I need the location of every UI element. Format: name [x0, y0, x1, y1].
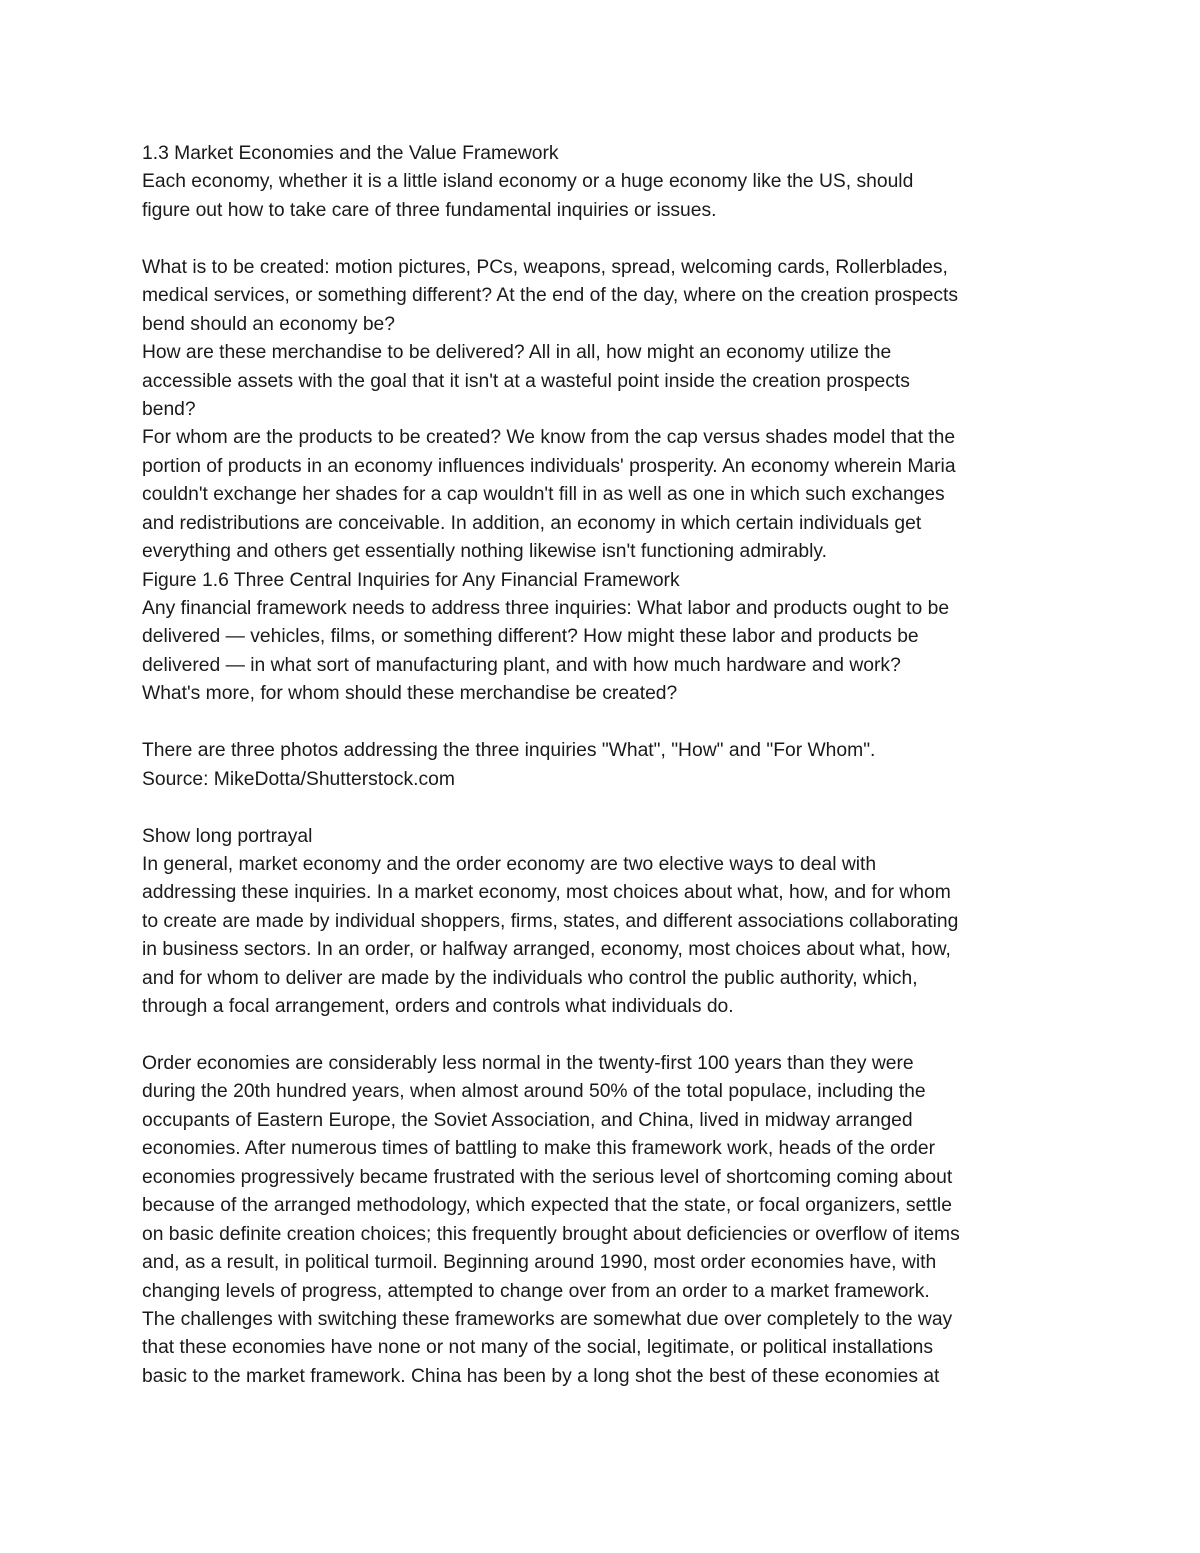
text-line: Order economies are considerably less normal in the twenty-first 100 years than they were: [142, 1053, 914, 1074]
text-line: In general, market economy and the order economy are two elective ways to deal with: [142, 853, 877, 875]
text-line: bend?: [142, 398, 196, 420]
text-line: Show long portrayal: [142, 825, 313, 847]
figure-caption: Figure 1.6 Three Central Inquiries for Any Financial Framework: [142, 569, 680, 591]
text-line: There are three photos addressing the three inquiries "What", "How" and "For Whom".: [142, 740, 876, 762]
text-line: and, as a result, in political turmoil. Beginning around 1990, most order economies have, with: [142, 1252, 937, 1274]
text-line: Each economy, whether it is a little island economy or a huge economy like the US, should: [142, 171, 914, 193]
blank-line: [142, 225, 1072, 253]
text-line: because of the arranged methodology, which expected that the state, or focal organizers, settle: [142, 1195, 952, 1217]
text-line: accessible assets with the goal that it isn't at a wasteful point inside the creation prospects: [142, 370, 910, 392]
text-line: that these economies have none or not many of the social, legitimate, or political installations: [142, 1337, 933, 1359]
text-line: medical services, or something different? At the end of the day, where on the creation prospects: [142, 285, 958, 307]
section-heading: 1.3 Market Economies and the Value Framework: [142, 143, 559, 164]
text-line: on basic definite creation choices; this frequently brought about deficiencies or overflow of items: [142, 1223, 960, 1245]
text-line: Any financial framework needs to address three inquiries: What labor and products ought to be: [142, 598, 950, 619]
text-line: basic to the market framework. China has been by a long shot the best of these economies at: [142, 1365, 940, 1387]
text-line: addressing these inquiries. In a market economy, most choices about what, how, and for whom: [142, 882, 951, 904]
document-page: [142, 140, 1072, 1391]
text-line: everything and others get essentially nothing likewise isn't functioning admirably.: [142, 541, 827, 563]
text-line: delivered — in what sort of manufacturing plant, and with how much hardware and work?: [142, 654, 901, 676]
text-line: The challenges with switching these frameworks are somewhat due over completely to the way: [142, 1308, 953, 1330]
text-line: portion of products in an economy influences individuals' prosperity. An economy wherein Maria: [142, 455, 956, 477]
text-line: and redistributions are conceivable. In addition, an economy in which certain individuals get: [142, 512, 922, 534]
text-line: How are these merchandise to be delivered? All in all, how might an economy utilize the: [142, 342, 892, 364]
text-line: economies. After numerous times of battling to make this framework work, heads of the order: [142, 1138, 936, 1160]
text-line: delivered — vehicles, films, or something different? How might these labor and products be: [142, 626, 919, 648]
text-line: and for whom to deliver are made by the individuals who control the public authority, which,: [142, 967, 918, 989]
text-line: to create are made by individual shoppers, firms, states, and different associations collaborating: [142, 910, 959, 932]
text-line: occupants of Eastern Europe, the Soviet Association, and China, lived in midway arranged: [142, 1109, 913, 1131]
text-line: What's more, for whom should these merchandise be created?: [142, 683, 678, 705]
text-line: bend should an economy be?: [142, 313, 395, 335]
text-line: For whom are the products to be created? We know from the cap versus shades model that the: [142, 427, 956, 449]
source-credit: Source: MikeDotta/Shutterstock.com: [142, 768, 455, 790]
blank-line: [142, 794, 1072, 822]
text-line: economies progressively became frustrated with the serious level of shortcoming coming about: [142, 1166, 953, 1188]
blank-line: [142, 709, 1072, 737]
text-line: figure out how to take care of three fundamental inquiries or issues.: [142, 199, 717, 221]
text-line: couldn't exchange her shades for a cap wouldn't fill in as well as one in which such exchanges: [142, 484, 945, 506]
text-line: changing levels of progress, attempted to change over from an order to a market framework.: [142, 1280, 930, 1302]
text-line: through a focal arrangement, orders and controls what individuals do.: [142, 996, 734, 1018]
text-line: What is to be created: motion pictures, PCs, weapons, spread, welcoming cards, Rollerblades,: [142, 256, 948, 278]
text-line: during the 20th hundred years, when almost around 50% of the total populace, including the: [142, 1081, 926, 1103]
text-line: in business sectors. In an order, or halfway arranged, economy, most choices about what, how,: [142, 939, 951, 961]
blank-line: [142, 1022, 1072, 1050]
